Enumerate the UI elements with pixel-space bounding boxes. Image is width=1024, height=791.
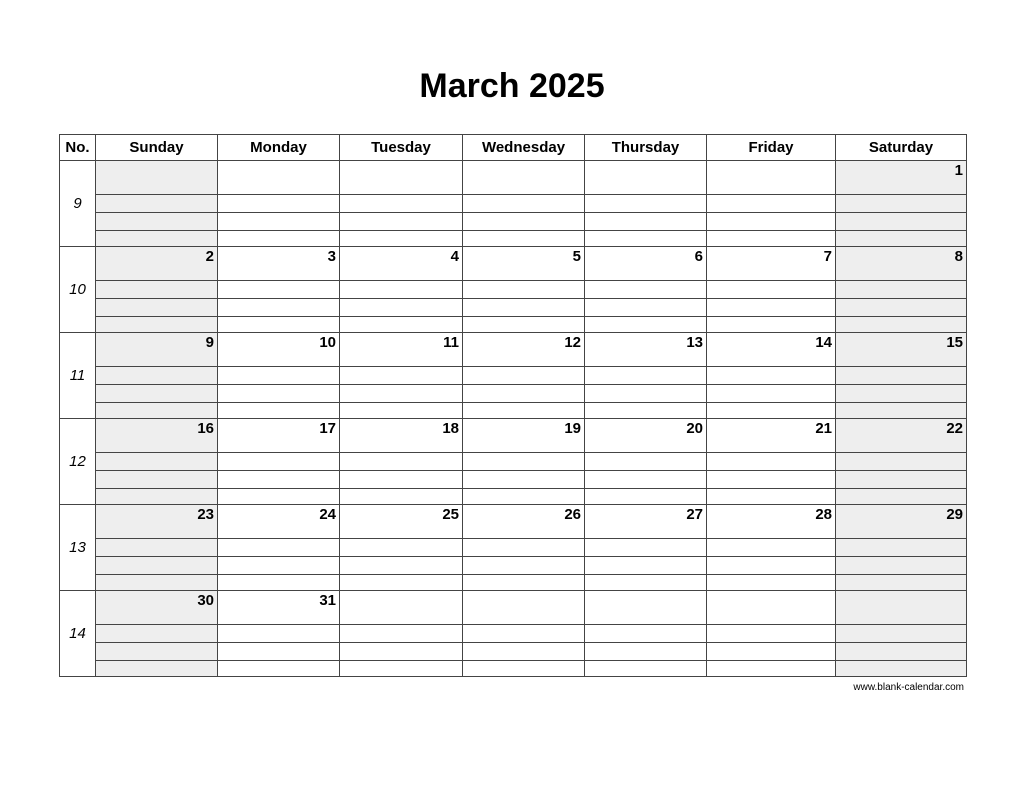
note-line[interactable]	[707, 194, 835, 212]
week-number-cell	[60, 333, 96, 419]
day-number: 19	[564, 420, 581, 437]
day-number: 30	[197, 592, 214, 609]
header-sunday: Sunday	[96, 135, 218, 161]
note-line[interactable]	[218, 556, 339, 574]
note-line[interactable]	[340, 316, 462, 334]
note-line[interactable]	[585, 660, 706, 678]
note-line[interactable]	[340, 366, 462, 384]
note-line[interactable]	[585, 366, 706, 384]
note-lines	[463, 624, 584, 676]
note-line[interactable]	[585, 624, 706, 642]
day-cell-thursday[interactable]	[585, 247, 707, 333]
day-cell-wednesday[interactable]	[463, 419, 585, 505]
note-line[interactable]	[340, 384, 462, 402]
note-line[interactable]	[463, 556, 584, 574]
note-line[interactable]	[96, 230, 217, 248]
note-line[interactable]	[340, 624, 462, 642]
week-row	[60, 591, 967, 677]
day-number: 15	[946, 334, 963, 351]
note-line[interactable]	[340, 642, 462, 660]
note-line[interactable]	[836, 538, 966, 556]
note-lines	[836, 538, 966, 590]
note-line[interactable]	[340, 194, 462, 212]
day-cell-friday[interactable]	[707, 247, 836, 333]
note-line[interactable]	[707, 384, 835, 402]
note-lines	[340, 366, 462, 418]
note-line[interactable]	[585, 230, 706, 248]
note-line[interactable]	[96, 402, 217, 420]
note-lines	[96, 194, 217, 246]
day-cell-saturday[interactable]	[836, 161, 967, 247]
day-cell-wednesday[interactable]	[463, 333, 585, 419]
note-line[interactable]	[218, 660, 339, 678]
note-line[interactable]	[340, 538, 462, 556]
day-cell-wednesday[interactable]	[463, 247, 585, 333]
day-cell-saturday[interactable]	[836, 591, 967, 677]
note-line[interactable]	[585, 538, 706, 556]
day-number: 27	[686, 506, 703, 523]
note-lines	[463, 538, 584, 590]
note-line[interactable]	[340, 298, 462, 316]
note-line[interactable]	[96, 624, 217, 642]
note-line[interactable]	[218, 194, 339, 212]
note-line[interactable]	[585, 642, 706, 660]
day-cell-thursday[interactable]	[585, 161, 707, 247]
note-lines	[585, 624, 706, 676]
week-row	[60, 247, 967, 333]
day-cell-monday[interactable]	[218, 419, 340, 505]
note-lines	[340, 624, 462, 676]
note-line[interactable]	[96, 280, 217, 298]
note-line[interactable]	[463, 642, 584, 660]
note-line[interactable]	[836, 556, 966, 574]
note-lines	[463, 194, 584, 246]
note-line[interactable]	[463, 316, 584, 334]
day-number: 24	[319, 506, 336, 523]
day-number: 10	[319, 334, 336, 351]
day-number: 20	[686, 420, 703, 437]
note-line[interactable]	[585, 402, 706, 420]
note-lines	[340, 194, 462, 246]
day-number: 8	[954, 248, 963, 265]
note-lines	[218, 280, 339, 332]
note-line[interactable]	[707, 316, 835, 334]
day-cell-tuesday[interactable]	[340, 505, 463, 591]
note-line[interactable]	[463, 366, 584, 384]
day-number: 12	[564, 334, 581, 351]
note-line[interactable]	[218, 402, 339, 420]
note-line[interactable]	[96, 556, 217, 574]
day-number: 13	[686, 334, 703, 351]
note-line[interactable]	[836, 452, 966, 470]
day-number: 26	[564, 506, 581, 523]
day-number: 2	[205, 248, 214, 265]
note-line[interactable]	[836, 470, 966, 488]
note-lines	[96, 366, 217, 418]
note-line[interactable]	[340, 452, 462, 470]
week-row	[60, 505, 967, 591]
day-cell-monday[interactable]	[218, 161, 340, 247]
day-cell-tuesday[interactable]	[340, 161, 463, 247]
note-line[interactable]	[585, 574, 706, 592]
note-line[interactable]	[96, 470, 217, 488]
day-cell-friday[interactable]	[707, 591, 836, 677]
note-line[interactable]	[463, 574, 584, 592]
day-cell-monday[interactable]	[218, 333, 340, 419]
day-cell-monday[interactable]	[218, 247, 340, 333]
day-number: 25	[442, 506, 459, 523]
note-line[interactable]	[707, 660, 835, 678]
day-cell-saturday[interactable]	[836, 419, 967, 505]
note-line[interactable]	[463, 194, 584, 212]
day-number: 5	[572, 248, 581, 265]
note-lines	[836, 280, 966, 332]
day-cell-saturday[interactable]	[836, 333, 967, 419]
note-line[interactable]	[707, 230, 835, 248]
day-cell-tuesday[interactable]	[340, 333, 463, 419]
note-line[interactable]	[585, 384, 706, 402]
day-number: 1	[954, 162, 963, 179]
note-line[interactable]	[585, 470, 706, 488]
note-line[interactable]	[707, 298, 835, 316]
note-lines	[218, 538, 339, 590]
note-line[interactable]	[707, 470, 835, 488]
note-lines	[218, 366, 339, 418]
day-cell-thursday[interactable]	[585, 333, 707, 419]
note-line[interactable]	[707, 624, 835, 642]
note-line[interactable]	[463, 212, 584, 230]
note-line[interactable]	[218, 298, 339, 316]
note-line[interactable]	[463, 624, 584, 642]
header-saturday: Saturday	[836, 135, 967, 161]
note-line[interactable]	[836, 660, 966, 678]
note-line[interactable]	[218, 230, 339, 248]
day-number: 7	[823, 248, 832, 265]
note-lines	[463, 280, 584, 332]
note-line[interactable]	[96, 538, 217, 556]
day-cell-saturday[interactable]	[836, 505, 967, 591]
note-line[interactable]	[463, 488, 584, 506]
note-line[interactable]	[96, 642, 217, 660]
day-cell-wednesday[interactable]	[463, 161, 585, 247]
week-row	[60, 161, 967, 247]
note-line[interactable]	[340, 212, 462, 230]
note-line[interactable]	[585, 556, 706, 574]
note-line[interactable]	[836, 488, 966, 506]
header-tuesday: Tuesday	[340, 135, 463, 161]
week-number: 10	[69, 281, 86, 298]
note-line[interactable]	[836, 642, 966, 660]
note-line[interactable]	[836, 194, 966, 212]
week-number: 13	[69, 539, 86, 556]
note-line[interactable]	[836, 574, 966, 592]
day-cell-monday[interactable]	[218, 505, 340, 591]
note-lines	[340, 280, 462, 332]
day-cell-sunday[interactable]	[96, 505, 218, 591]
note-lines	[218, 194, 339, 246]
note-line[interactable]	[340, 660, 462, 678]
note-line[interactable]	[463, 280, 584, 298]
note-lines	[96, 538, 217, 590]
note-line[interactable]	[463, 452, 584, 470]
note-line[interactable]	[836, 402, 966, 420]
day-number: 22	[946, 420, 963, 437]
note-line[interactable]	[707, 452, 835, 470]
note-lines	[707, 452, 835, 504]
note-line[interactable]	[463, 538, 584, 556]
day-cell-friday[interactable]	[707, 161, 836, 247]
week-number: 9	[73, 195, 82, 212]
note-lines	[707, 538, 835, 590]
day-number: 4	[450, 248, 459, 265]
note-line[interactable]	[96, 316, 217, 334]
note-line[interactable]	[218, 280, 339, 298]
day-cell-friday[interactable]	[707, 419, 836, 505]
note-lines	[463, 452, 584, 504]
day-number: 29	[946, 506, 963, 523]
day-number: 18	[442, 420, 459, 437]
note-lines	[585, 194, 706, 246]
day-cell-thursday[interactable]	[585, 419, 707, 505]
day-number: 11	[443, 334, 459, 351]
day-cell-friday[interactable]	[707, 505, 836, 591]
note-lines	[707, 366, 835, 418]
note-line[interactable]	[218, 212, 339, 230]
note-line[interactable]	[96, 194, 217, 212]
note-lines	[707, 194, 835, 246]
header-thursday: Thursday	[585, 135, 707, 161]
note-line[interactable]	[463, 402, 584, 420]
note-lines	[585, 280, 706, 332]
day-cell-sunday[interactable]	[96, 247, 218, 333]
note-lines	[836, 452, 966, 504]
note-line[interactable]	[585, 452, 706, 470]
day-number: 28	[815, 506, 832, 523]
header-monday: Monday	[218, 135, 340, 161]
note-lines	[340, 538, 462, 590]
day-cell-thursday[interactable]	[585, 505, 707, 591]
note-line[interactable]	[96, 298, 217, 316]
footer-url: www.blank-calendar.com	[853, 682, 964, 693]
note-line[interactable]	[707, 366, 835, 384]
day-number: 31	[319, 592, 336, 609]
note-lines	[96, 452, 217, 504]
note-line[interactable]	[707, 574, 835, 592]
note-lines	[585, 366, 706, 418]
note-line[interactable]	[707, 556, 835, 574]
week-number: 11	[69, 367, 86, 384]
note-line[interactable]	[463, 230, 584, 248]
week-number: 12	[69, 453, 86, 470]
note-lines	[707, 280, 835, 332]
day-number: 16	[197, 420, 214, 437]
day-cell-thursday[interactable]	[585, 591, 707, 677]
day-cell-saturday[interactable]	[836, 247, 967, 333]
day-number: 23	[197, 506, 214, 523]
header-wednesday: Wednesday	[463, 135, 585, 161]
note-line[interactable]	[707, 280, 835, 298]
note-line[interactable]	[836, 624, 966, 642]
day-cell-friday[interactable]	[707, 333, 836, 419]
note-line[interactable]	[585, 280, 706, 298]
note-line[interactable]	[836, 384, 966, 402]
day-number: 6	[694, 248, 703, 265]
note-line[interactable]	[340, 470, 462, 488]
note-lines	[836, 194, 966, 246]
note-lines	[340, 452, 462, 504]
note-line[interactable]	[218, 538, 339, 556]
note-line[interactable]	[836, 298, 966, 316]
note-line[interactable]	[218, 384, 339, 402]
day-number: 3	[327, 248, 336, 265]
note-lines	[585, 538, 706, 590]
day-cell-sunday[interactable]	[96, 161, 218, 247]
day-cell-tuesday[interactable]	[340, 247, 463, 333]
note-line[interactable]	[96, 366, 217, 384]
note-line[interactable]	[340, 402, 462, 420]
note-line[interactable]	[96, 212, 217, 230]
week-number-cell	[60, 505, 96, 591]
note-line[interactable]	[96, 574, 217, 592]
day-cell-monday[interactable]	[218, 591, 340, 677]
note-line[interactable]	[96, 452, 217, 470]
day-cell-sunday[interactable]	[96, 333, 218, 419]
note-line[interactable]	[707, 488, 835, 506]
note-lines	[836, 366, 966, 418]
note-line[interactable]	[340, 230, 462, 248]
day-number: 21	[815, 420, 832, 437]
header-friday: Friday	[707, 135, 836, 161]
week-number-cell	[60, 247, 96, 333]
note-lines	[96, 624, 217, 676]
day-cell-wednesday[interactable]	[463, 591, 585, 677]
note-line[interactable]	[585, 488, 706, 506]
note-line[interactable]	[836, 212, 966, 230]
note-line[interactable]	[463, 298, 584, 316]
note-lines	[463, 366, 584, 418]
note-line[interactable]	[218, 316, 339, 334]
note-lines	[707, 624, 835, 676]
note-line[interactable]	[836, 366, 966, 384]
note-lines	[218, 624, 339, 676]
week-row	[60, 333, 967, 419]
week-number-cell	[60, 591, 96, 677]
header-row	[60, 135, 967, 161]
note-line[interactable]	[218, 642, 339, 660]
note-line[interactable]	[585, 316, 706, 334]
note-line[interactable]	[836, 316, 966, 334]
day-cell-sunday[interactable]	[96, 419, 218, 505]
note-line[interactable]	[96, 384, 217, 402]
calendar-grid	[59, 134, 967, 677]
note-line[interactable]	[96, 488, 217, 506]
note-line[interactable]	[707, 402, 835, 420]
note-line[interactable]	[707, 642, 835, 660]
note-line[interactable]	[218, 366, 339, 384]
day-cell-sunday[interactable]	[96, 591, 218, 677]
note-lines	[585, 452, 706, 504]
day-number: 14	[815, 334, 832, 351]
day-cell-wednesday[interactable]	[463, 505, 585, 591]
note-line[interactable]	[836, 280, 966, 298]
week-number-cell	[60, 161, 96, 247]
day-cell-tuesday[interactable]	[340, 591, 463, 677]
note-line[interactable]	[463, 660, 584, 678]
note-line[interactable]	[218, 470, 339, 488]
day-number: 17	[319, 420, 336, 437]
week-number-cell	[60, 419, 96, 505]
note-line[interactable]	[340, 280, 462, 298]
week-number: 14	[69, 625, 86, 642]
note-lines	[218, 452, 339, 504]
note-line[interactable]	[340, 556, 462, 574]
note-line[interactable]	[463, 470, 584, 488]
note-line[interactable]	[218, 452, 339, 470]
note-line[interactable]	[340, 574, 462, 592]
day-number: 9	[205, 334, 214, 351]
note-line[interactable]	[218, 488, 339, 506]
note-line[interactable]	[585, 194, 706, 212]
note-line[interactable]	[218, 574, 339, 592]
note-line[interactable]	[707, 212, 835, 230]
note-lines	[96, 280, 217, 332]
note-line[interactable]	[463, 384, 584, 402]
week-row	[60, 419, 967, 505]
note-lines	[836, 624, 966, 676]
note-line[interactable]	[585, 212, 706, 230]
note-line[interactable]	[585, 298, 706, 316]
calendar-title: March 2025	[419, 67, 605, 105]
note-line[interactable]	[218, 624, 339, 642]
note-line[interactable]	[836, 230, 966, 248]
note-line[interactable]	[707, 538, 835, 556]
note-line[interactable]	[96, 660, 217, 678]
header-week-no: No.	[60, 135, 96, 161]
note-line[interactable]	[340, 488, 462, 506]
day-cell-tuesday[interactable]	[340, 419, 463, 505]
